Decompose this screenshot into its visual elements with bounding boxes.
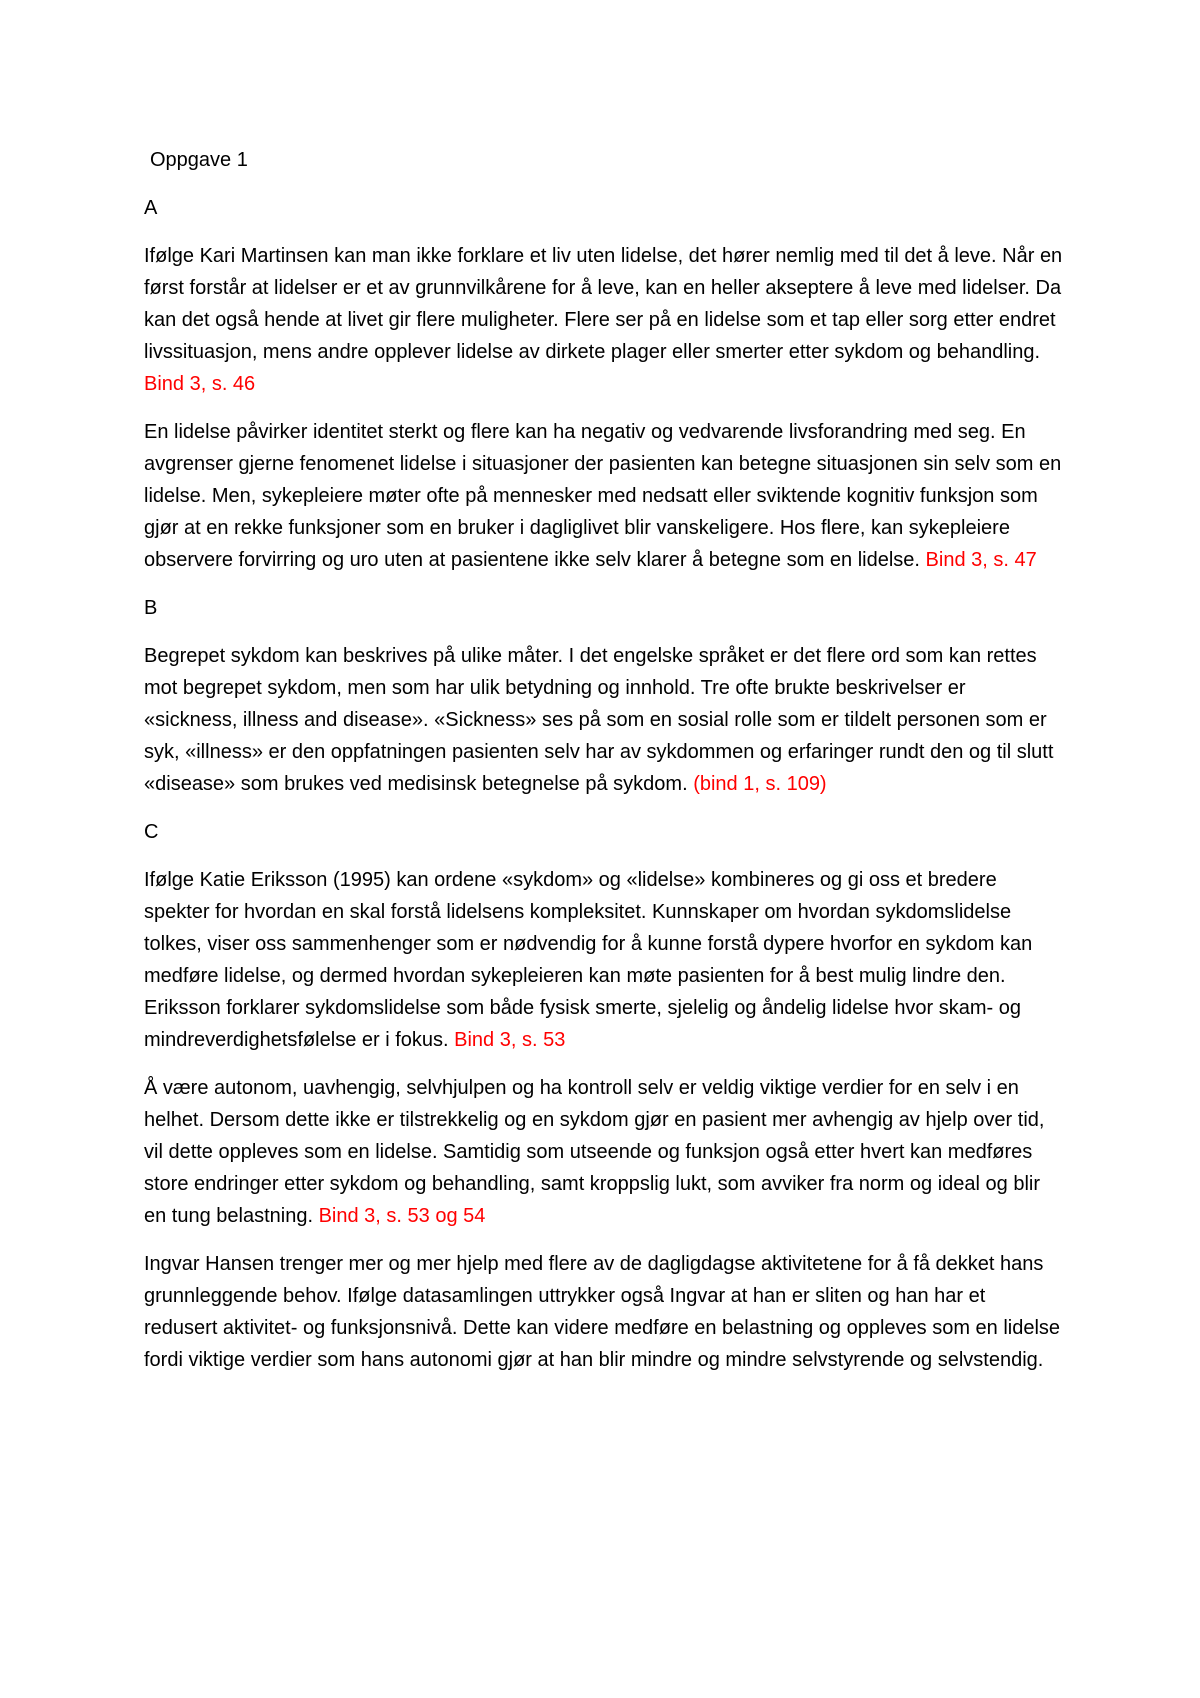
- document-title: Oppgave 1: [150, 149, 248, 171]
- reference-citation: Bind 3, s. 46: [144, 373, 256, 395]
- paragraph: [144, 1248, 1064, 1376]
- reference-citation: (bind 1, s. 109): [693, 773, 827, 795]
- reference-citation: Bind 3, s. 53 og 54: [318, 1205, 486, 1227]
- paragraph-text: Ifølge Katie Eriksson (1995) kan ordene «sykdom» og «lidelse» kombineres og gi oss et bredere spekter for hvordan en skal forstå lidelsens kompleksitet. Kunnskaper om hvordan sykdomslidelse tolkes, viser oss sammenhenger som er nødvendig for å kunne forstå dypere hvorfor en sykdom kan medføre lidelse, og dermed hvordan sykepleieren kan møte pasienten for å best mulig lindre den. Eriksson forklarer sykdomslidelse som både fysisk smerte, sjelelig og åndelig lidelse hvor skam- og mindreverdighetsfølelse er i fokus.: [144, 869, 1033, 1051]
- paragraph-text: Ingvar Hansen trenger mer og mer hjelp med flere av de dagligdagse aktivitetene for å få dekket hans grunnleggende behov. Ifølge datasamlingen uttrykker også Ingvar at han er sliten og han har et redusert aktivitet- og funksjonsnivå. Dette kan videre medføre en belastning og oppleves som en lidelse fordi viktige verdier som hans autonomi gjør at han blir mindre og mindre selvstyrende og selvstendig.: [144, 1253, 1061, 1371]
- paragraph: [144, 640, 1064, 800]
- paragraph-text: Ifølge Kari Martinsen kan man ikke forklare et liv uten lidelse, det hører nemlig med til det å leve. Når en først forstår at lidelser er et av grunnvilkårene for å leve, kan en heller akseptere å leve med lidelser. Da kan det også hende at livet gir flere muligheter. Flere ser på en lidelse som et tap eller sorg etter endret livssituasjon, mens andre opplever lidelse av dirkete plager eller smerter etter sykdom og behandling.: [144, 245, 1063, 363]
- paragraph: [144, 1072, 1064, 1232]
- paragraph-text: Å være autonom, uavhengig, selvhjulpen og ha kontroll selv er veldig viktige verdier for en selv i en helhet. Dersom dette ikke er tilstrekkelig og en sykdom gjør en pasient mer avhengig av hjelp over tid, vil dette oppleves som en lidelse. Samtidig som utseende og funksjon også etter hvert kan medføres store endringer etter sykdom og behandling, samt kroppslig lukt, som avviker fra norm og ideal og blir en tung belastning.: [144, 1077, 1045, 1227]
- section-heading-b: B: [144, 597, 158, 619]
- paragraph: [144, 240, 1064, 400]
- document-body: [144, 144, 1064, 1392]
- section-heading-a: A: [144, 197, 158, 219]
- reference-citation: Bind 3, s. 53: [454, 1029, 566, 1051]
- paragraph-text: En lidelse påvirker identitet sterkt og flere kan ha negativ og vedvarende livsforandring med seg. En avgrenser gjerne fenomenet lidelse i situasjoner der pasienten kan betegne situasjonen sin selv som en lidelse. Men, sykepleiere møter ofte på mennesker med nedsatt eller sviktende kognitiv funksjon som gjør at en rekke funksjoner som en bruker i dagliglivet blir vanskeligere. Hos flere, kan sykepleiere observere forvirring og uro uten at pasientene ikke selv klarer å betegne som en lidelse.: [144, 421, 1062, 571]
- paragraph-text: Begrepet sykdom kan beskrives på ulike måter. I det engelske språket er det flere ord som kan rettes mot begrepet sykdom, men som har ulik betydning og innhold. Tre ofte brukte beskrivelser er «sickness, illness and disease». «Sickness» ses på som en sosial rolle som er tildelt personen som er syk, «illness» er den oppfatningen pasienten selv har av sykdommen og erfaringer rundt den og til slutt «disease» som brukes ved medisinsk betegnelse på sykdom.: [144, 645, 1054, 795]
- section-heading-c: C: [144, 821, 159, 843]
- paragraph: [144, 416, 1064, 576]
- reference-citation: Bind 3, s. 47: [925, 549, 1037, 571]
- paragraph: [144, 864, 1064, 1056]
